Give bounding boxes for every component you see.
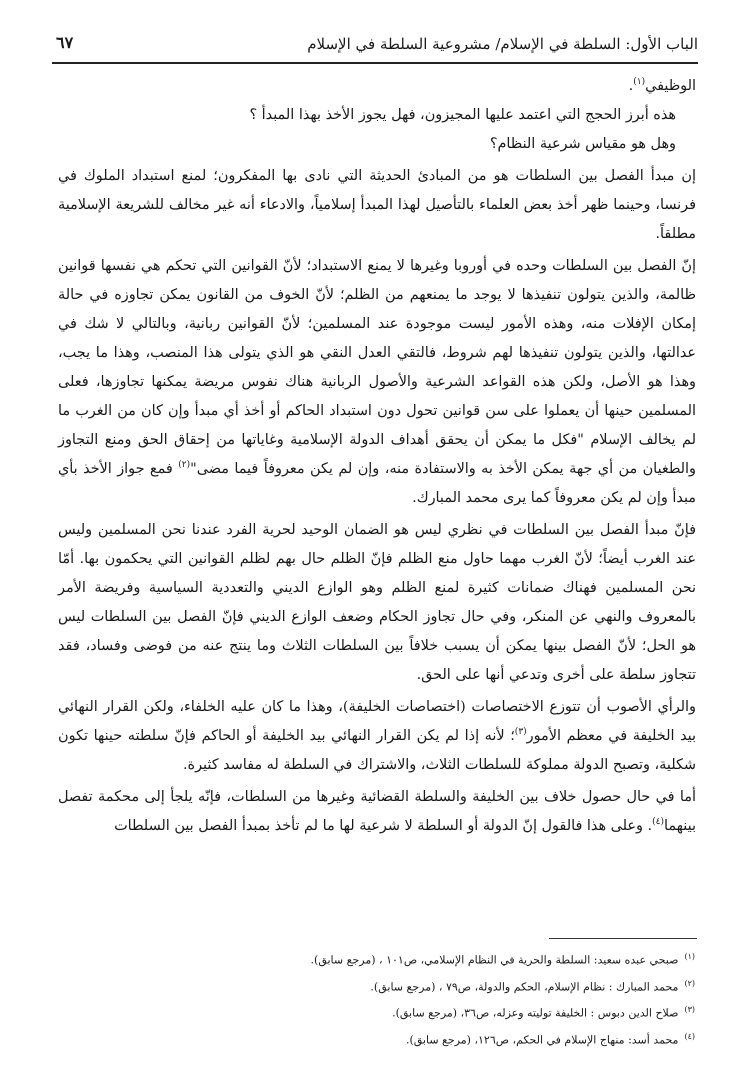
paragraph-7: والرأي الأصوب أن تتوزع الاختصاصات (اختصاصات الخليفة)، وهذا ما كان عليه الخلفاء، ولكن القرار النهائي بيد الخليفة في معظم الأمور$^{(٣)}$؛ لأنه إذا لم يكن القرار النهائي بيد الخليفة أو الحاكم فإنّ سلطته حينها تكون شكلية، وتصبح الدولة مملوكة للسلطات الثلاث، والاشتراك في السلطة له مفاسد كثيرة. <box>58 699 696 773</box>
paragraph-1: الوظيفي$^{(١)}$. <box>628 77 696 94</box>
footnote-separator <box>549 938 697 939</box>
page-number: ٦٧ <box>56 33 74 52</box>
footnote-4: $^{(٤)}$محمد أسد: منهاج الإسلام في الحكم، ص١٢٦، (مرجع سابق). <box>405 1031 695 1047</box>
paragraph-6: فإنّ مبدأ الفصل بين السلطات في نظري ليس هو الضمان الوحيد لحرية الفرد عندنا نحن المسلمين وليس عند الغرب أيضاً؛ لأنّ الغرب مهما حاول منع الظلم فإنّ الظلم حال بهم لظلم القوانين التي يحكمون بها. أمّا نحن المسلمين فهناك ضمانات كثيرة لمنع الظلم وهو الوازع الديني والتعددية السياسية وفريضة الأمر بالمعروف والنهي عن المنكر، وفي حال تجاوز الحكام وضعف الوازع الديني فإنّ الفصل بين السلطات ليس هو الحل؛ لأنّ الفصل بينها يمكن أن يسبب خلافاً بين السلطات الثلاث وما ينتج عنه من فوضى وفساد، فقد تتجاوز سلطة على أخرى وتدعي أنها على الحق. <box>58 522 696 683</box>
footnote-2: $^{(٢)}$محمد المبارك : نظام الإسلام، الحكم والدولة، ص٧٩ ، (مرجع سابق). <box>370 978 695 994</box>
footnote-1: $^{(١)}$صبحي عبده سعيد: السلطة والحرية في النظام الإسلامي، ص١٠١ ، (مرجع سابق). <box>310 952 695 967</box>
footnote-ref-1: (١) <box>633 77 646 88</box>
footnote-ref-3: (٣) <box>514 727 527 738</box>
footnote-ref-4: (٤) <box>652 817 664 828</box>
paragraph-2: هذه أبرز الحجج التي اعتمد عليها المجيزون، فهل يجوز الأخذ بهذا المبدأ ؟ <box>249 107 676 123</box>
footnote-3: $^{(٣)}$صلاح الدين دبوس : الخليفة توليته وعزله، ص٣٦، (مرجع سابق). <box>392 1005 695 1020</box>
main-text <box>58 72 696 841</box>
paragraph-8: أما في حال حصول خلاف بين الخليفة والسلطة القضائية وغيرها من السلطات، فإنّه يلجأ إلى محكمة تفصل بينهما$^{(٤)}$. وعلى هذا فالقول إنّ الدولة أو السلطة لا شرعية لها ما لم تأخذ بمبدأ الفصل بين السلطات <box>58 789 696 834</box>
footnotes <box>95 945 695 1052</box>
paragraph-4: إن مبدأ الفصل بين السلطات هو من المبادئ الحديثة التي نادى بها المفكرون؛ لمنع استبداد الملوك في فرنسا، وحينما ظهر أخذ بعض العلماء بالتأصيل لهذا المبدأ إسلامياً، والادعاء أنه غير مخالف للشريعة الإسلامية مطلقاً. <box>58 168 696 242</box>
paragraph-3: وهل هو مقياس شرعية النظام؟ <box>489 136 676 152</box>
running-header <box>52 30 698 64</box>
header-title: الباب الأول: السلطة في الإسلام/ مشروعية السلطة في الإسلام <box>307 35 698 53</box>
paragraph-5: إنّ الفصل بين السلطات وحده في أوروبا وغيرها لا يمنع الاستبداد؛ لأنّ القوانين التي تحكم هي نفسها قوانين ظالمة، والذين يتولون تنفيذها لا يوجد ما يمنعهم من الظلم؛ لأنّ الخوف من القانون يمكن تجاوزه في حالة إمكان الإفلات منه، وهذه الأمور ليست موجودة عند المسلمين؛ لأنّ القوانين ربانية، وبالتالي لا شك في عدالتها، والذين يتولون تنفيذها لهم شروط، فالتقي العدل النقي هو الذي يتولى هذا المنصب، وهذا ما يجب، وهذا هو الأصل، ولكن هذه القواعد الشرعية والأصول الربانية هناك نفوس مريضة يمكنها تجاوزها، فعلى المسلمين حينها أن يعملوا على سن قوانين تحول دون استبداد الحاكم أو أخذ أي مبدأ وإن كان من الغرب ما لم يخالف الإسلام "فكل ما يمكن أن يحقق أهداف الدولة الإسلامية وغاياتها من إحقاق الحق ومنع التجاوز والطغيان من أي جهة يمكن الأخذ به والاستفادة منه، وإن لم يكن معروفاً فيما مضى"$^{(٢)}$ فمع جواز الأخذ بأي مبدأ وإن لم يكن معروفاً كما يرى محمد المبارك. <box>58 258 696 506</box>
footnote-ref-2: (٢) <box>178 460 191 471</box>
